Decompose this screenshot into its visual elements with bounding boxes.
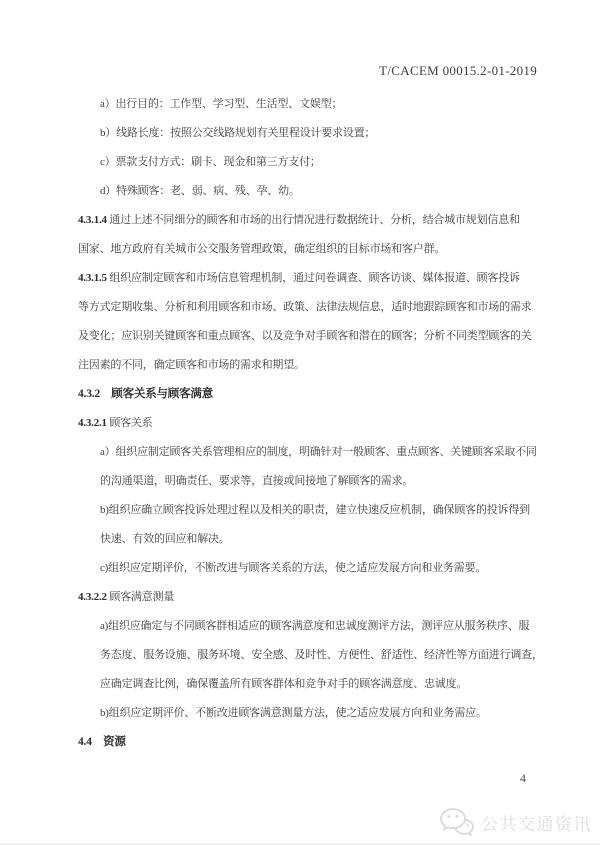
document-content <box>78 90 543 757</box>
text-line <box>78 293 532 322</box>
text-line <box>78 235 526 264</box>
text-line <box>78 409 526 438</box>
text-line <box>78 670 526 699</box>
clause-number: 4.4 资源 <box>78 736 126 748</box>
clause-text: c)组织应定期评价，不断改进与顾客关系的方法，使之适应发展方向和业务需要。 <box>100 562 487 574</box>
clause-text: d）特殊顾客：老、弱、病、残、孕、幼。 <box>100 185 300 197</box>
text-line <box>78 641 543 670</box>
page-number: 4 <box>520 771 526 785</box>
clause-number: 4.3.2.1 <box>78 417 107 429</box>
clause-text: 注因素的不同，确定顾客和市场的需求和期望。 <box>78 359 305 371</box>
watermark-text: 公共交通资讯 <box>481 814 592 834</box>
text-line <box>78 322 532 351</box>
clause-text: 顾客关系 <box>106 417 153 429</box>
clause-text: 组织应制定顾客和市场信息管理机制，通过问卷调查、顾客访谈、媒体报道、顾客投诉 <box>106 272 520 284</box>
text-line <box>78 525 526 554</box>
text-line <box>78 264 526 293</box>
text-line <box>78 467 526 496</box>
clause-number: 4.3.2 顾客关系与顾客满意 <box>78 388 213 400</box>
text-line <box>78 177 526 206</box>
wechat-icon <box>439 806 475 838</box>
standard-number-header: T/CACEM 00015.2-01-2019 <box>379 63 537 78</box>
clause-text: 快速、有效的回应和解决。 <box>100 533 230 545</box>
clause-text: c）票款支付方式：刷卡、现金和第三方支付； <box>100 156 321 168</box>
section-heading-line <box>78 728 526 757</box>
text-line <box>78 148 526 177</box>
watermark <box>439 806 592 838</box>
text-line <box>78 554 526 583</box>
text-line <box>78 438 537 467</box>
clause-text: 通过上述不同细分的顾客和市场的出行情况进行数据统计、分析，结合城市规划信息和 <box>106 214 520 226</box>
clause-text: 顾客满意测量 <box>106 591 175 603</box>
text-line <box>78 612 530 641</box>
clause-number: 4.3.1.4 <box>78 214 107 226</box>
clause-text: 等方式定期收集、分析和利用顾客和市场、政策、法律法规信息，适时地跟踪顾客和市场的需求 <box>78 301 532 313</box>
clause-number: 4.3.2.2 <box>78 591 107 603</box>
clause-text: 的沟通渠道，明确责任、要求等，直接或间接地了解顾客的需求。 <box>100 475 414 487</box>
clause-text: 国家、地方政府有关城市公交服务管理政策，确定组织的目标市场和客户群。 <box>78 243 446 255</box>
clause-text: 及变化；应识别关键顾客和重点顾客、以及竞争对手顾客和潜在的顾客；分析不同类型顾客的关 <box>78 330 532 342</box>
clause-text: a)组织应确定与不同顾客群相适应的顾客满意度和忠诚度测评方法，测评应从服务秩序、服 <box>100 620 530 632</box>
clause-text: a）组织应制定顾客关系管理相应的制度，明确针对一般顾客、重点顾客、关键顾客采取不同 <box>100 446 537 458</box>
clause-text: b)组织应定期评价、不断改进顾客满意测量方法，使之适应发展方向和业务需应。 <box>100 707 487 719</box>
text-line <box>78 351 526 380</box>
clause-text: a）出行目的：工作型、学习型、生活型、文娱型； <box>100 98 343 110</box>
clause-text: b）线路长度：按照公交线路规划有关里程设计要求设置； <box>100 127 376 139</box>
clause-text: 务态度、服务设施、服务环境、安全感、及时性、方便性、舒适性、经济性等方面进行调查， <box>100 649 543 661</box>
text-line <box>78 583 526 612</box>
clause-text: 应确定调查比例，确保覆盖所有顾客群体和竞争对手的顾客满意度、忠诚度。 <box>100 678 468 690</box>
clause-text: b)组织应确立顾客投诉处理过程以及相关的职责，建立快速反应机制，确保顾客的投诉得到 <box>100 504 530 516</box>
text-line <box>78 206 526 235</box>
text-line <box>78 90 526 119</box>
clause-number: 4.3.1.5 <box>78 272 107 284</box>
text-line <box>78 119 526 148</box>
text-line <box>78 496 530 525</box>
section-heading-line <box>78 380 526 409</box>
text-line <box>78 699 526 728</box>
